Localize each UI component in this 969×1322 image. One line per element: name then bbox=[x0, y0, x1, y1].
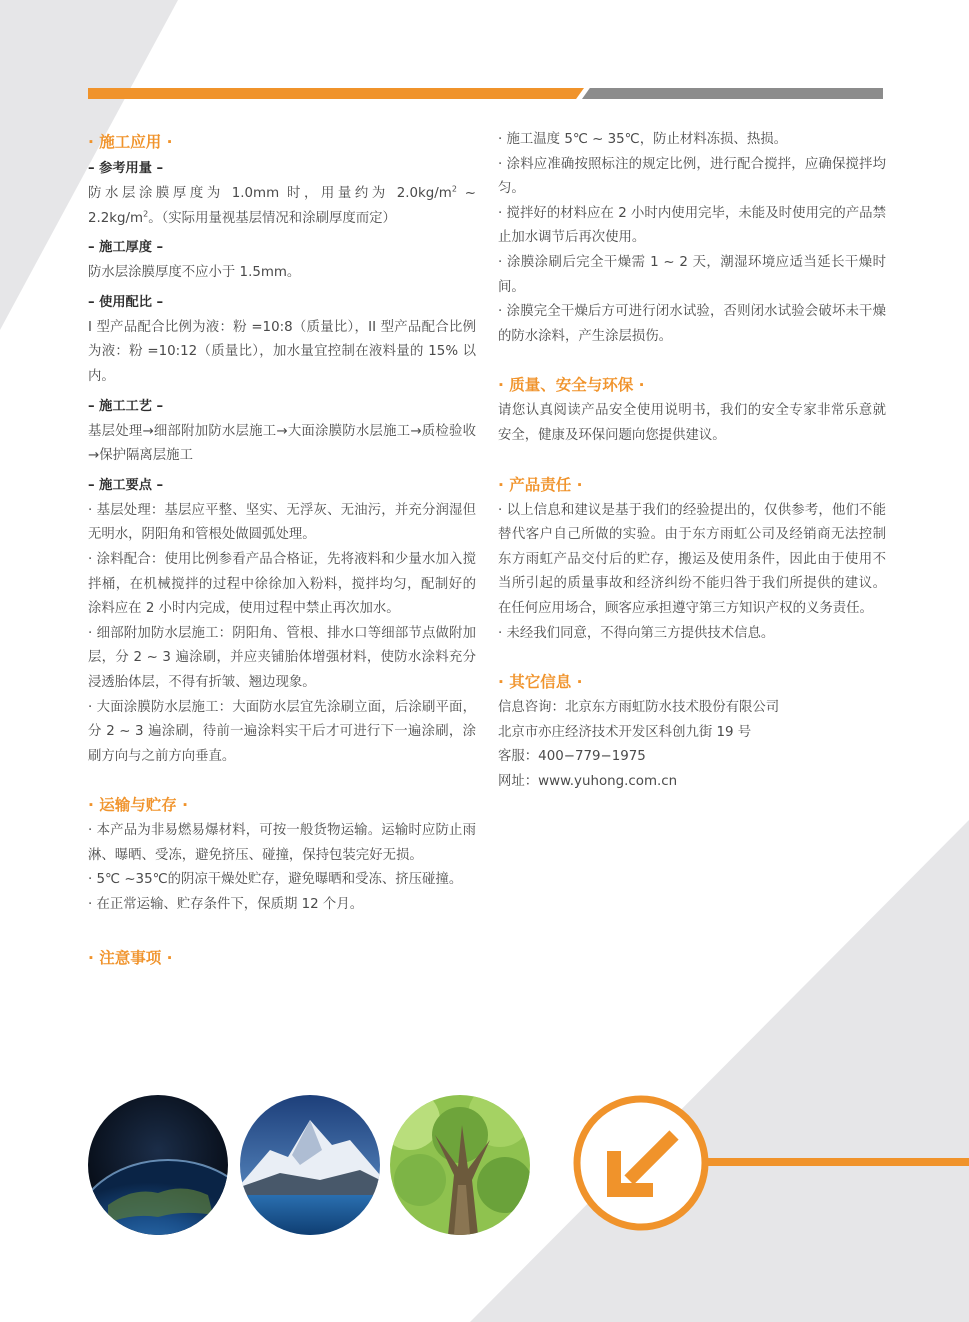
header-bar-orange bbox=[88, 88, 584, 99]
subtitle-process: – 施工工艺 – bbox=[88, 398, 164, 414]
header-bar-gray bbox=[582, 88, 883, 99]
section-title-transport: · 运输与贮存 · bbox=[88, 796, 189, 815]
key-point-item: · 大面涂膜防水层施工：大面防水层宜先涂刷立面，后涂刷平面，分 2 ~ 3 遍涂刷，待前一遍涂料实干后才可进行下一遍涂刷，涂刷方向与之前方向垂直。 bbox=[88, 699, 476, 764]
transport-item: · 本产品为非易燃易爆材料，可按一般货物运输。运输时应防止雨淋、曝晒、受冻，避免挤压、碰撞，保持包装完好无损。 bbox=[88, 823, 476, 863]
transport-item: · 5℃ ~35℃的阴凉干燥处贮存，避免曝晒和受冻、挤压碰撞。 bbox=[88, 872, 463, 888]
note-item: · 施工温度 5℃ ~ 35℃，防止材料冻损、热损。 bbox=[498, 132, 787, 147]
subtitle-thickness: – 施工厚度 – bbox=[88, 240, 164, 256]
section-title-quality: · 质量、安全与环保 · bbox=[498, 376, 645, 395]
key-point-item: · 涂料配合：使用比例参看产品合格证，先将液料和少量水加入搅拌桶，在机械搅拌的过程中徐徐加入粉料，搅拌均匀，配制好的涂料应在 2 小时内完成，使用过程中禁止再次加水。 bbox=[88, 551, 476, 617]
earth-image bbox=[88, 1095, 228, 1235]
dosage-text: 防水层涂膜厚度为 1.0mm 时，用量约为 $2.0kg/m^2$ ~ $2.2kg/m^2$。（实际用量视基层情况和涂刷厚度而定） bbox=[88, 184, 476, 226]
right-column bbox=[498, 128, 886, 794]
subtitle-dosage: – 参考用量 – bbox=[88, 161, 164, 176]
snow-mountain-image bbox=[240, 1095, 380, 1235]
left-column bbox=[88, 128, 476, 972]
section-title-liability: · 产品责任 · bbox=[498, 475, 583, 494]
liability-item: · 未经我们同意，不得向第三方提供技术信息。 bbox=[498, 625, 775, 641]
subtitle-key-points: – 施工要点 – bbox=[88, 477, 164, 493]
transport-item: · 在正常运输、贮存条件下，保质期 12 个月。 bbox=[88, 897, 364, 913]
quality-text: 请您认真阅读产品安全使用说明书，我们的安全专家非常乐意就安全，健康及环保问题向您提供建议。 bbox=[498, 403, 886, 443]
section-title-notes: · 注意事项 · bbox=[88, 948, 173, 967]
arrow-down-left-icon bbox=[571, 1093, 711, 1233]
process-text: 基层处理→细部附加防水层施工→大面涂膜防水层施工→质检验收→保护隔离层施工 bbox=[88, 423, 476, 464]
key-point-item: · 细部附加防水层施工：阴阳角、管根、排水口等细部节点做附加层，分 2 ~ 3 遍涂刷，并应夹铺胎体增强材料，使防水涂料充分浸透胎体层，不得有折皱、翘边现象。 bbox=[88, 625, 476, 690]
note-item: · 涂料应准确按照标注的规定比例，进行配合搅拌，应确保搅拌均匀。 bbox=[498, 156, 886, 197]
key-point-item: · 基层处理：基层应平整、坚实、无浮灰、无油污，并充分润湿但无明水，阴阳角和管根处做圆弧处理。 bbox=[88, 502, 476, 543]
note-item: · 搅拌好的材料应在 2 小时内使用完毕，未能及时使用完的产品禁止加水调节后再次使用。 bbox=[498, 205, 886, 246]
info-line: 网址：www.yuhong.com.cn bbox=[498, 773, 678, 789]
tree-image bbox=[390, 1095, 530, 1235]
thickness-text: 防水层涂膜厚度不应小于 1.5mm。 bbox=[88, 265, 301, 281]
subtitle-ratio: – 使用配比 – bbox=[88, 294, 164, 310]
info-line: 客服：400−779−1975 bbox=[498, 749, 646, 765]
info-line: 信息咨询：北京东方雨虹防水技术股份有限公司 bbox=[498, 700, 780, 716]
arrow-line bbox=[707, 1158, 969, 1166]
note-item: · 涂膜涂刷后完全干燥需 1 ~ 2 天，潮湿环境应适当延长干燥时间。 bbox=[498, 254, 886, 295]
ratio-text: I 型产品配合比例为液：粉 =10:8（质量比），II 型产品配合比例为液：粉 =10:12（质量比），加水量宜控制在液料量的 15% 以内。 bbox=[88, 319, 476, 384]
section-title-other-info: · 其它信息 · bbox=[498, 673, 583, 692]
info-line: 北京市亦庄经济技术开发区科创九街 19 号 bbox=[498, 724, 752, 740]
section-title-application: · 施工应用 · bbox=[88, 133, 173, 151]
liability-item: · 以上信息和建议是基于我们的经验提出的，仅供参考，他们不能替代客户自己所做的实验。由于东方雨虹公司及经销商无法控制东方雨虹产品交付后的贮存，搬运及使用条件，因此由于使用不当所引起的质量事故和经济纠纷不能归咎于我们所提供的建议。在任何应用场合，顾客应承担遵守第三方知识产权的义务责任。 bbox=[498, 502, 886, 616]
note-item: · 涂膜完全干燥后方可进行闭水试验，否则闭水试验会破坏未干燥的防水涂料，产生涂层损伤。 bbox=[498, 304, 886, 344]
